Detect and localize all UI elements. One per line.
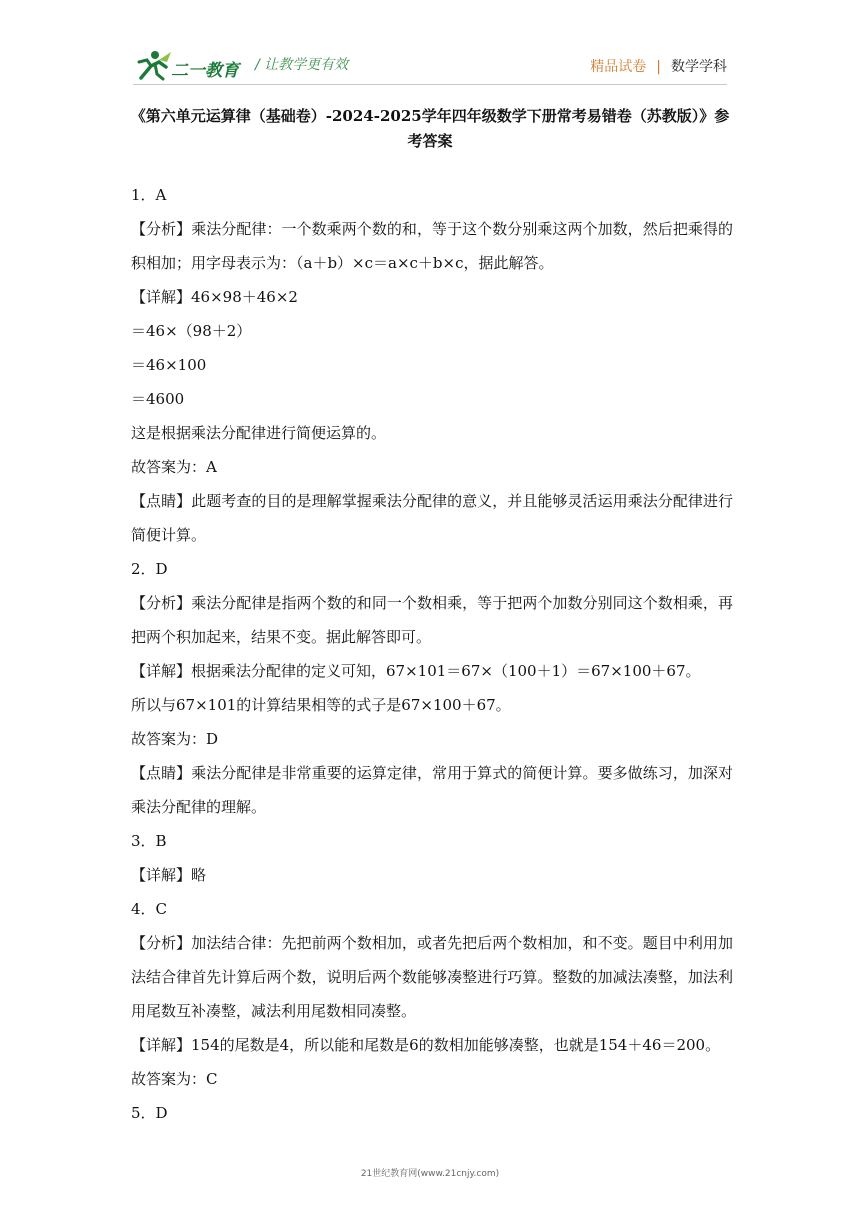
answer-line: 1．A [131,186,167,204]
answer-line: 5．D [131,1104,168,1122]
answer-line: 故答案为：A [131,458,217,476]
answer-line: 4．C [131,900,168,918]
answer-line: 【详解】154的尾数是4，所以能和尾数是6的数相加能够凑整，也就是154＋46＝200。 [131,1036,721,1054]
slogan-text: 让教学更有效 [264,57,349,73]
answer-line: 【详解】略 [131,866,207,884]
answer-line: ＝46×100 [131,356,207,374]
answer-line: 【点睛】乘法分配律是非常重要的运算定律，常用于算式的简便计算。要多做练习，加深对乘法分配律的理解。 [131,764,733,816]
answer-content [131,178,733,1130]
answer-line: 故答案为：D [131,730,219,748]
answer-line: 这是根据乘法分配律进行简便运算的。 [131,424,387,442]
answer-line: 【分析】乘法分配律：一个数乘两个数的和，等于这个数分别乘这两个加数，然后把乘得的积相加；用字母表示为：（a＋b）×c＝a×c＋b×c，据此解答。 [131,220,733,272]
answer-line: ＝46×（98＋2） [131,322,252,340]
tag-subject: 数学学科 [671,59,727,75]
header-divider [133,84,727,85]
header-tags [590,56,727,76]
runner-logo-icon [133,48,173,82]
answer-line: 【分析】加法结合律：先把前两个数相加，或者先把后两个数相加，和不变。题目中利用加法结合律首先计算后两个数，说明后两个数能够凑整进行巧算。整数的加减法凑整，加法利用尾数互补凑整，减法利用尾数相同凑整。 [131,934,733,1020]
page-footer: 21世纪教育网(www.21cnjy.com) [360,1169,500,1179]
answer-line: 3．B [131,832,167,850]
logo-text: 二一教育 [171,61,239,81]
document-title: 《第六单元运算律（基础卷）-2024-2025学年四年级数学下册常考易错卷（苏教版）》参考答案 [130,107,730,150]
answer-line: 【点睛】此题考查的目的是理解掌握乘法分配律的意义，并且能够灵活运用乘法分配律进行简便计算。 [131,492,733,544]
answer-line: 【详解】根据乘法分配律的定义可知，67×101＝67×（100＋1）＝67×100＋67。 [131,662,701,680]
answer-line: 故答案为：C [131,1070,218,1088]
answer-line: 2．D [131,560,168,578]
logo [133,48,243,82]
answer-line: ＝4600 [131,390,185,408]
answer-line: 【详解】46×98＋46×2 [131,288,298,306]
answer-line: 【分析】乘法分配律是指两个数的和同一个数相乘，等于把两个加数分别同这个数相乘，再把两个积加起来，结果不变。据此解答即可。 [131,594,733,646]
slogan: / 让教学更有效 [255,57,349,73]
tag-premium-paper: 精品试卷 [590,59,647,75]
page-header [133,48,727,84]
tag-separator: | [656,59,661,75]
answer-line: 所以与67×101的计算结果相等的式子是67×100＋67。 [131,696,511,714]
